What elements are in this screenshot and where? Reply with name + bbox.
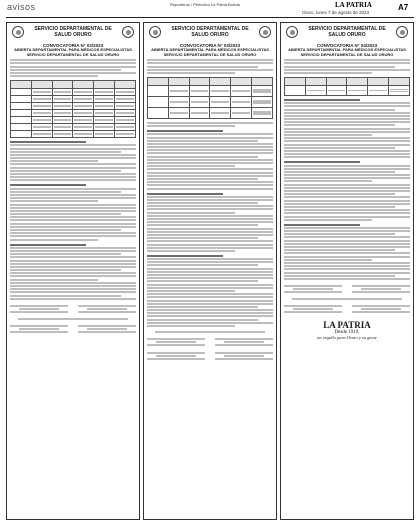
notice-column-1	[6, 22, 140, 520]
signatures	[10, 304, 136, 314]
call-number: CONVOCATORIA N° 03/2023	[179, 43, 241, 48]
requirements-text	[284, 99, 410, 280]
organization-name: SERVICIO DEPARTAMENTAL DE SALUD ORURO	[308, 26, 386, 38]
intro-text	[147, 59, 273, 74]
call-title: ABIERTA DEPARTAMENTAL PARA MÉDICOS ESPECIALISTAS SERVICIO DEPARTAMENTAL DE SALUD ORURO	[288, 47, 406, 57]
requirements-text	[147, 122, 273, 327]
page-number: A7	[398, 3, 409, 12]
committee-signatures	[147, 337, 273, 347]
positions-table	[147, 77, 273, 119]
newspaper-name: LA PATRIA	[335, 1, 372, 9]
committee-footer	[284, 298, 410, 300]
intro-text	[284, 59, 410, 74]
committee-signatures	[10, 324, 136, 334]
health-seal-icon	[396, 26, 408, 38]
newspaper-since: Desde 1919,	[334, 329, 360, 335]
committee-signatures	[284, 304, 410, 314]
government-seal-icon	[149, 26, 161, 38]
health-seal-icon	[259, 26, 271, 38]
notice-column-2	[143, 22, 277, 520]
call-number: CONVOCATORIA N° 02/2023	[42, 43, 104, 48]
government-seal-icon	[12, 26, 24, 38]
issue-date: Oruro, lunes 7 de agosto de 2023	[302, 10, 370, 15]
organization-name: SERVICIO DEPARTAMENTAL DE SALUD ORURO	[34, 26, 112, 38]
section-label: avisos	[7, 2, 36, 12]
newspaper-logo: LA PATRIA	[323, 319, 371, 330]
notice-header	[147, 26, 273, 40]
notice-header	[10, 26, 136, 40]
positions-table	[284, 77, 410, 96]
signatures	[284, 284, 410, 294]
call-title: ABIERTA DEPARTAMENTAL PARA MÉDICOS ESPECIALISTAS SERVICIO DEPARTAMENTAL DE SALUD ORURO	[14, 47, 132, 57]
positions-table	[10, 80, 136, 138]
organization-name: SERVICIO DEPARTAMENTAL DE SALUD ORURO	[171, 26, 249, 38]
government-seal-icon	[286, 26, 298, 38]
header-rule	[6, 17, 414, 18]
committee-signatures-2	[147, 351, 273, 361]
masthead	[0, 0, 420, 18]
committee-footer	[10, 318, 136, 320]
call-number: CONVOCATORIA N° 04/2023	[316, 43, 378, 48]
intro-text	[10, 59, 136, 77]
call-title: ABIERTA DEPARTAMENTAL PARA MÉDICOS ESPECIALISTAS SERVICIO DEPARTAMENTAL DE SALUD ORURO	[151, 47, 269, 57]
masthead-credit: Reporteros / Periódico La Patria Bolivia	[170, 2, 240, 7]
notice-header	[284, 26, 410, 40]
committee-footer	[147, 331, 273, 333]
newspaper-ad	[284, 320, 410, 340]
requirements-text	[10, 141, 136, 300]
newspaper-slogan: un orgullo para Oruro y su gente	[317, 334, 377, 340]
health-seal-icon	[122, 26, 134, 38]
notice-column-3	[280, 22, 414, 520]
